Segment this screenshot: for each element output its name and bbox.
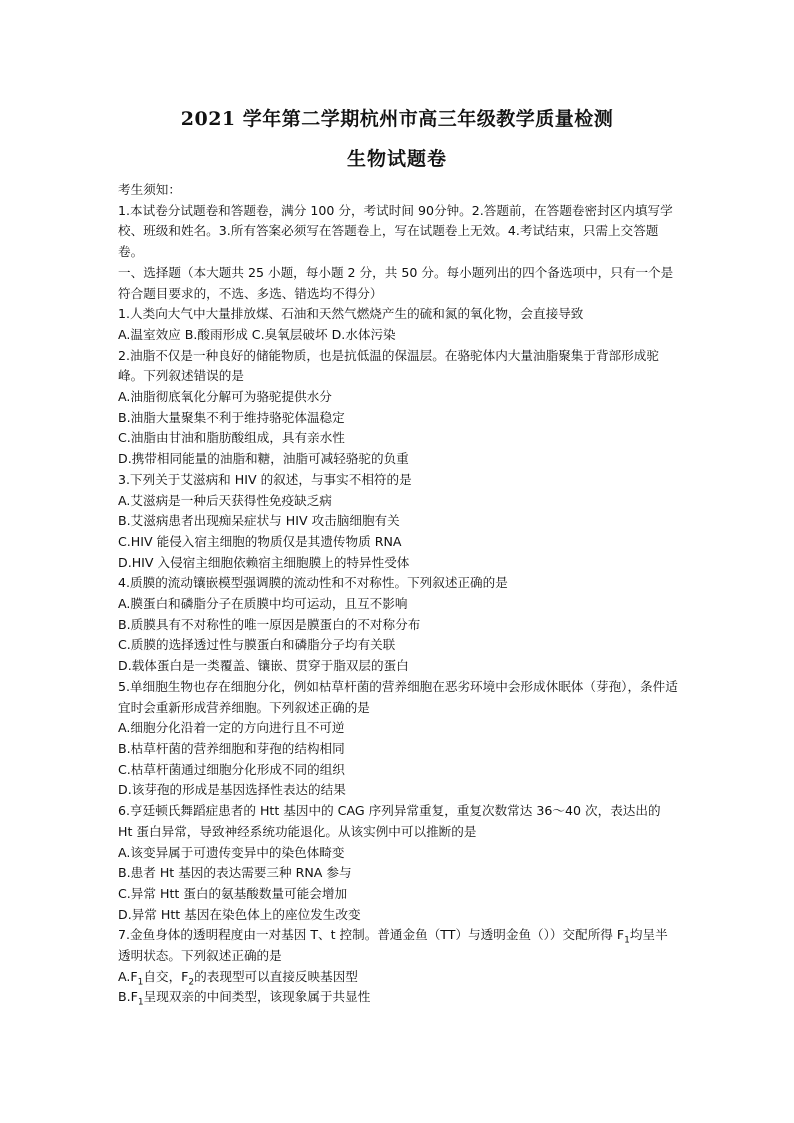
question-7-stem-subscript: 1: [624, 935, 630, 946]
section-heading: 一、选择题（本大题共 25 小题，每小题 2 分，共 50 分。每小题列出的四个备选项中，只有一个是符合题目要求的，不选、多选、错选均不得分）: [118, 264, 674, 301]
question-2-option-c: C.油脂由甘油和脂肪酸组成，具有亲水性: [118, 430, 345, 446]
question-6-option-d: D.异常 Htt 基因在染色体上的座位发生改变: [118, 906, 361, 922]
question-4-option-a: A.膜蛋白和磷脂分子在质膜中均可运动，且互不影响: [118, 596, 408, 612]
question-7-stem-text: 7.金鱼身体的透明程度由一对基因 T、t 控制。普通金鱼（TT）与透明金鱼（））交配所得 F: [118, 927, 625, 943]
question-2-option-a: A.油脂彻底氧化分解可为骆驼提供水分: [118, 389, 332, 405]
question-1-options: A.温室效应 B.酸雨形成 C.臭氧层破坏 D.水体污染: [118, 326, 396, 342]
question-5-option-c: C.枯草杆菌通过细胞分化形成不同的组织: [118, 761, 345, 777]
question-7-stem-text-end: 均呈半透明状态。下列叙述正确的是: [118, 927, 668, 964]
question-5-option-b: B.枯草杆菌的营养细胞和芽孢的结构相同: [118, 740, 345, 756]
question-3-option-a: A.艾滋病是一种后天获得性免疫缺乏病: [118, 492, 332, 508]
question-5-option-d: D.该芽孢的形成是基因选择性表达的结果: [118, 782, 346, 798]
question-1-stem: 1.人类向大气中大量排放煤、石油和天然气燃烧产生的硫和氮的氧化物，会直接导致: [118, 306, 584, 322]
question-7-option-b-part1: B.F: [118, 989, 138, 1005]
question-7-option-a-part3: 的表现型可以直接反映基因型: [194, 968, 358, 984]
exam-subtitle: 生物试题卷: [346, 148, 447, 170]
question-5-stem: 5.单细胞生物也存在细胞分化，例如枯草杆菌的营养细胞在恶劣环境中会形成休眠体（芽孢），条件适宜时会重新形成营养细胞。下列叙述正确的是: [118, 678, 678, 715]
question-5-option-a: A.细胞分化沿着一定的方向进行且不可逆: [118, 720, 345, 736]
exam-content: [118, 180, 678, 1008]
question-7-option-a: [118, 967, 678, 988]
question-6-stem: 6.亨廷顿氏舞蹈症患者的 Htt 基因中的 CAG 序列异常重复，重复次数常达 36～40 次，表达出的 Ht 蛋白异常，导致神经系统功能退化。从该实例中可以推断的是: [118, 803, 661, 839]
question-2-stem: 2.油脂不仅是一种良好的储能物质，也是抗低温的保温层。在骆驼体内大量油脂聚集于背部形成驼峰。下列叙述错误的是: [118, 347, 659, 384]
question-7-option-b-sub1: 1: [137, 997, 144, 1008]
question-7-option-b: [118, 987, 678, 1008]
notice-body: 1.本试卷分试题卷和答题卷，满分 100 分，考试时间 90分钟。2.答题前，在答题卷密封区内填写学校、班级和姓名。3.所有答案必须写在答题卷上，写在试题卷上无效。4.考试结束，只需上交答题卷。: [118, 202, 673, 260]
question-7-option-a-sub2: 2: [188, 977, 195, 988]
question-7-option-b-part2: 呈现双亲的中间类型，该现象属于共显性: [143, 989, 371, 1005]
question-3-option-b: B.艾滋病患者出现痴呆症状与 HIV 攻击脑细胞有关: [118, 513, 400, 529]
question-4-option-b: B.质膜具有不对称性的唯一原因是膜蛋白的不对称分布: [118, 616, 421, 632]
notice-heading: 考生须知：: [118, 182, 181, 197]
question-4-option-c: C.质膜的选择透过性与膜蛋白和磷脂分子均有关联: [118, 637, 396, 653]
question-3-stem: 3.下列关于艾滋病和 HIV 的叙述，与事实不相符的是: [118, 471, 412, 487]
question-4-stem: 4.质膜的流动镶嵌模型强调膜的流动性和不对称性。下列叙述正确的是: [118, 575, 508, 591]
question-3-option-d: D.HIV 入侵宿主细胞依赖宿主细胞膜上的特异性受体: [118, 554, 410, 570]
question-6-option-b: B.患者 Ht 基因的表达需要三种 RNA 参与: [118, 865, 352, 881]
question-6-option-a: A.该变异属于可遗传变异中的染色体畸变: [118, 844, 345, 860]
question-2-option-d: D.携带相同能量的油脂和糖，油脂可减轻骆驼的负重: [118, 451, 409, 467]
exam-title: 2021 学年第二学期杭州市高三年级教学质量检测: [180, 108, 614, 130]
question-2-option-b: B.油脂大量聚集不利于维持骆驼体温稳定: [118, 409, 345, 425]
question-6-option-c: C.异常 Htt 蛋白的氨基酸数量可能会增加: [118, 885, 348, 901]
question-7-option-a-sub1: 1: [137, 977, 144, 988]
question-7-option-a-part1: A.F: [118, 968, 138, 984]
question-7-stem: [118, 925, 678, 966]
question-3-option-c: C.HIV 能侵入宿主细胞的物质仅是其遗传物质 RNA: [118, 533, 402, 549]
question-4-option-d: D.载体蛋白是一类覆盖、镶嵌、贯穿于脂双层的蛋白: [118, 658, 409, 674]
question-7-option-a-part2: 自交，F: [143, 968, 189, 984]
